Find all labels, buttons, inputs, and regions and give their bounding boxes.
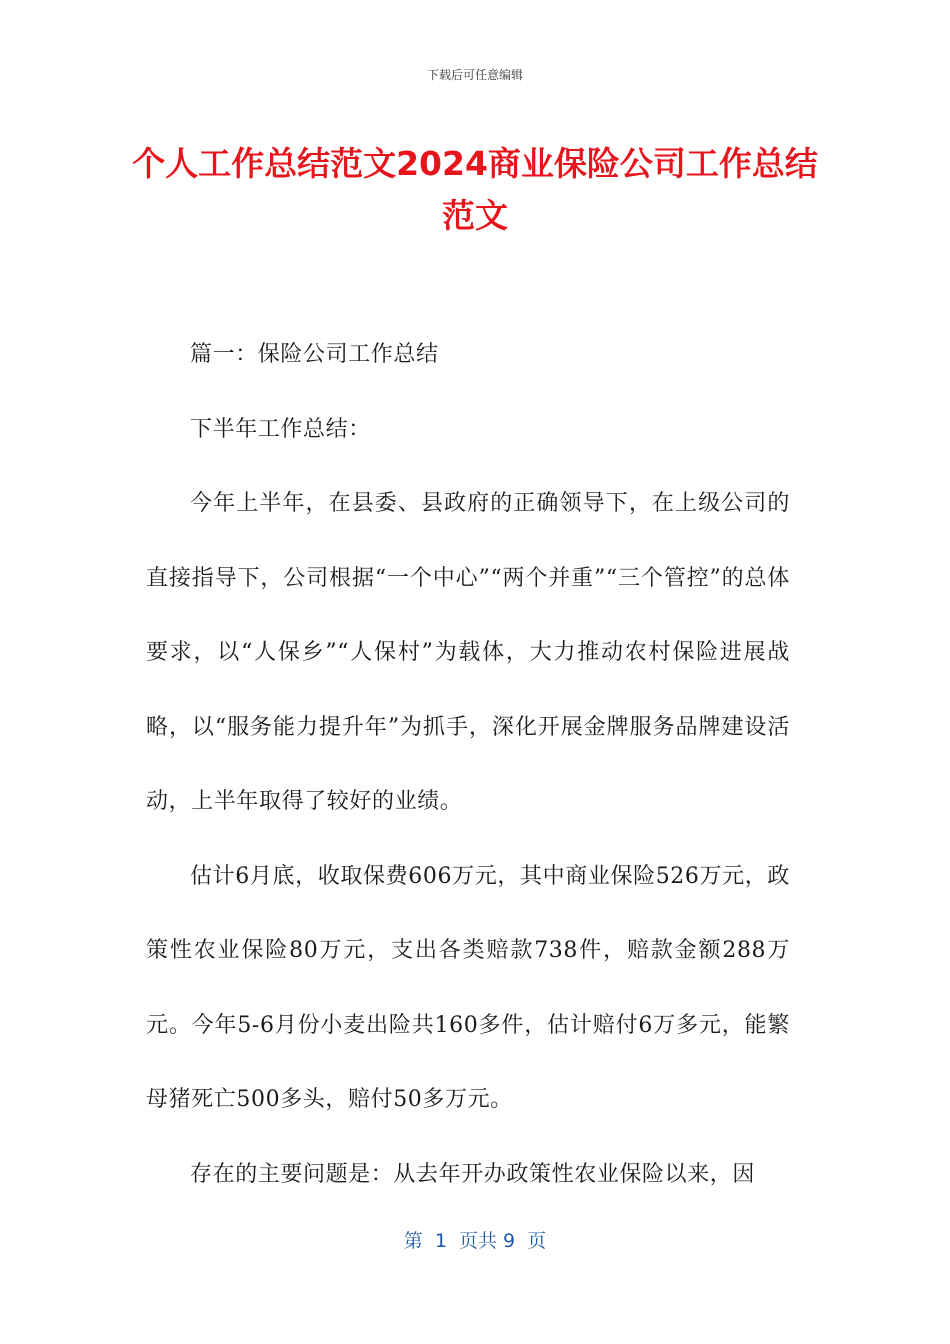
document-title: 个人工作总结范文2024商业保险公司工作总结范文 — [132, 144, 818, 235]
page-indicator: 第 1 页共 9 页 — [403, 1230, 547, 1252]
paragraph-figures: 估计6月底，收取保费606万元，其中商业保险526万元，政策性农业保险80万元，支出各类赔款738件，赔款金额288万元。今年5-6月份小麦出险共160多件，估计赔付6万多元，能繁母猪死亡500多头，赔付50多万元。 — [146, 863, 790, 1112]
paragraph-problems: 存在的主要问题是：从去年开办政策性农业保险以来，因 — [190, 1161, 756, 1187]
document-body — [146, 318, 790, 1212]
paragraph-section-heading: 篇一：保险公司工作总结 — [190, 342, 439, 367]
header-note: 下载后可任意编辑 — [426, 68, 523, 82]
paragraph-subheading: 下半年工作总结： — [190, 416, 371, 442]
paragraph-overview: 今年上半年，在县委、县政府的正确领导下，在上级公司的直接指导下，公司根据“一个中心”“两个并重”“三个管控”的总体要求，以“人保乡”“人保村”为载体，大力推动农村保险进展战略，以“服务能力提升年”为抓手，深化开展金牌服务品牌建设活动，上半年取得了较好的业绩。 — [146, 491, 790, 814]
